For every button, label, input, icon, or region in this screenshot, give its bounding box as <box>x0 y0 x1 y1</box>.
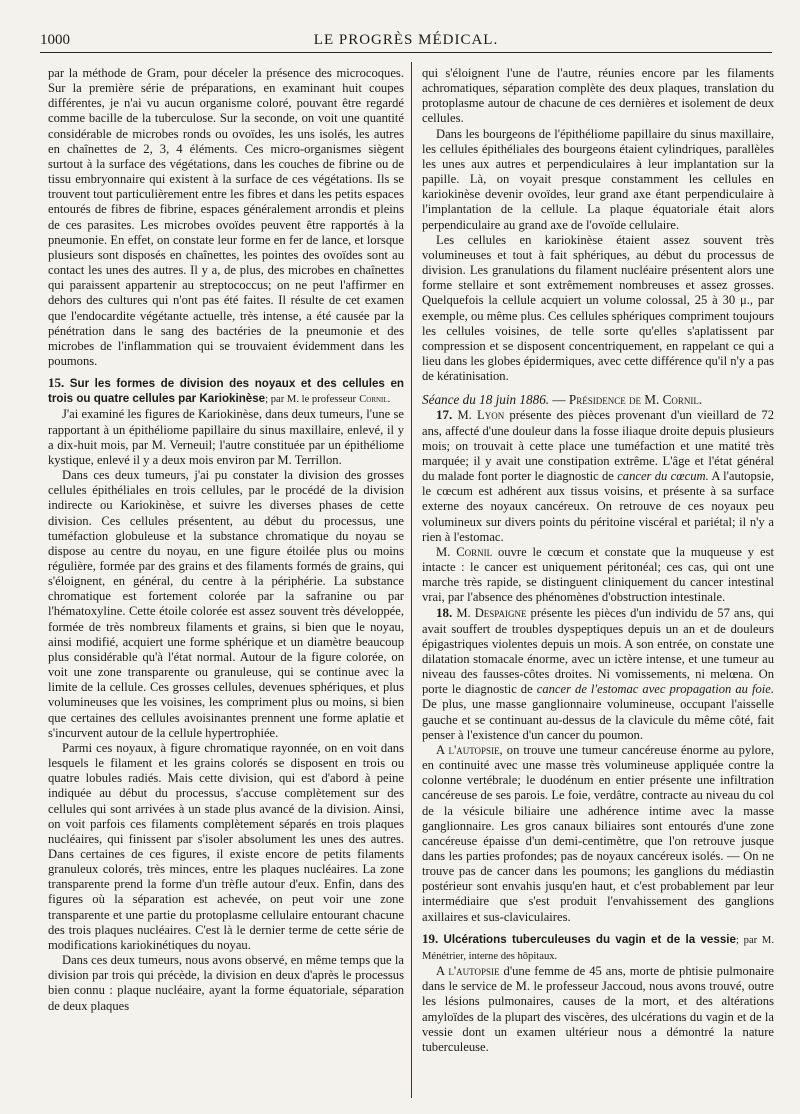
case-text: d'une femme de 45 ans, morte de phtisie pulmonaire dans le service de M. le professeur Jaccoud, nous avons trouvé, outre les lésions pulmonaires, causes de la mort, et des altérations amyloïdes de la plupart des viscères, des ulcérations du vagin et de la vessie dont un examen ultérieur nous a démontré la nature tuberculeuse. <box>422 964 774 1054</box>
session-heading <box>422 392 774 407</box>
case-author: M. Despaigne <box>456 606 527 621</box>
column-divider <box>411 62 412 1098</box>
autopsy-label: A l'autopsie <box>436 964 500 979</box>
paragraph: qui s'éloignent l'une de l'autre, réunies encore par les filaments achromatiques, séparation complète des deux plaques, translation du protoplasme autour de chacune de ces dernières et isolement de deux cellules. <box>422 66 774 126</box>
paragraph-text: ouvre le cœcum et constate que la muqueuse y est intacte : le cancer est uniquement péritonéal; ces cas, qui ont une marche très rapide, se distinguent cliniquement du cancer intestinal vrai, par l'absence des phénomènes d'obstruction intestinale. <box>422 544 774 605</box>
autopsy-paragraph <box>422 743 774 925</box>
case-text: présente les pièces d'un individu de 57 ans, qui avait souffert de troubles dyspeptiques depuis un an et de douleurs épigastriques violentes depuis un mois. A son entrée, on constate une dilatation stomacale énorme, avec un ictère intense, et une tumeur au niveau des fausses-côtes droites. Ni vomissements, ni melœna. On porte le diagnostic de <box>422 606 775 697</box>
case-text: A l'autopsie, le cœcum est adhérent aux tissus voisins, et présente à sa surface externe des noyaux cancéreux. On retrouve de ces noyaux peu volumineux sur divers points du péritoine viscéral et pariétal; il n'y a rien à l'estomac. <box>422 469 774 544</box>
section-number: 19. <box>422 930 439 946</box>
paragraph-cornil <box>422 545 774 606</box>
case-text: présente des pièces provenant d'un vieillard de 72 ans, affecté d'une douleur dans la fosse iliaque droite depuis plusieurs mois; on trouvait à cette place une tuméfaction et une matité très marquée; il y avait une constipation extrême. L'âge et l'état général du malade font porter le diagnostic de <box>422 408 774 484</box>
running-title: LE PROGRÈS MÉDICAL. <box>313 32 499 48</box>
case-19 <box>422 964 774 1055</box>
case-author: M. Lyon <box>457 408 505 423</box>
case-18 <box>422 605 774 742</box>
speaker: M. Cornil <box>436 544 493 559</box>
session-date: Séance du 18 juin 1886. <box>422 392 550 408</box>
paragraph: J'ai examiné les figures de Kariokinèse, dans deux tumeurs, l'une se rapportant à un épithéliome papillaire du sinus maxillaire, enlevé, il y a dix-huit mois, par M. Verneuil; l'autre constituée par un épithéliome kystique, enlevé il y a deux mois environ par M. Terrillon. <box>48 407 404 467</box>
section-byline: ; par M. le professeur <box>265 394 357 406</box>
case-text: De plus, une masse ganglionnaire volumineuse, occupant l'aisselle gauche et se continuant au-dessus de la clavicule du même côté, fait penser à l'existence d'un cancer du poumon. <box>422 697 774 742</box>
paragraph: Parmi ces noyaux, à figure chromatique rayonnée, on en voit dans lesquels le filament et les grains colorés se disposent en trois ou quatre lobules radiés. Mais cette division, qui est d'abord à peine indiquée au début du processus, s'accuse complètement sur des cellules qui sont arrivées à un stade plus avancé de la division. Ainsi, on voit parfois ces filaments complètement séparés en trois plaques nucléaires, qui finissent par s'isoler absolument les unes des autres. Dans certaines de ces figures, il existe encore de petits filaments granuleux colorés, très minces, entre les plaques nucléaires. La zone transparente prend la forme d'un trèfle autour d'eux. Enfin, dans des figures où la séparation est achevée, on peut voir une zone transparente et une partie du protoplasme cellulaire entourant chacune des trois plaques nucléaires. C'est là le dernier terme de cette série de modifications kariokinétiques du noyau. <box>48 740 404 952</box>
section-heading-15 <box>48 375 404 407</box>
section-byline: ; par M. Ménétrier, interne des hôpitaux. <box>422 934 774 962</box>
page-header <box>40 30 772 53</box>
section-number: 18. <box>436 605 453 621</box>
paragraph: Dans les bourgeons de l'épithéliome papillaire du sinus maxillaire, les cellules épithéliales des bourgeons étaient cylindriques, parallèles les unes aux autres et perpendiculaires à leur implantation sur la papille. Là, on voyait presque constamment les cellules en kariokinèse devenir ovoïdes, leur grand axe étant perpendiculaire à l'implantation de la cellule. La plaque équatoriale était alors perpendiculaire au grand axe de l'ovoïde cellulaire. <box>422 126 774 232</box>
section-heading-19 <box>422 931 774 964</box>
paragraph: Dans ces deux tumeurs, j'ai pu constater la division des grosses cellules épithéliales en trois cellules, par le procédé de la division indirecte ou Kariokinèse, et suivre les diverses phases de cette division. Ces cellules présentent, au début du processus, une tuméfaction globuleuse et la substance chromatique du noyau se dispose au centre du noyau, en une figure étoilée plus ou moins régulière, formée par des grains et des filaments formés de grains, qui s'éloignent, en général, du centre à la périphérie. La substance chromatique est fortement colorée par la safranine ou par l'hématoxyline. Cette étoile colorée est assez souvent très développée, formée de très nombreux filaments et grains, si bien que le noyau, ainsi modifié, acquiert une forme sphérique et un diamètre beaucoup plus considérable qu'à l'état normal. Autour de la figure colorée, on voit une zone transparente ou granuleuse, qui se continue avec la limite de la cellule. Ces grosses cellules, devenues sphériques, et plus volumineuses que les voisines, les compriment plus ou moins, si bien que certaines des cellules avoisinantes prennent une forme aplatie et s'incurvent autour de la cellule hypertrophiée. <box>48 468 404 740</box>
section-title: Ulcérations tuberculeuses du vagin et de la vessie <box>443 932 736 946</box>
section-number: 17. <box>436 407 453 423</box>
section-author: Cornil. <box>359 394 391 406</box>
diagnosis: cancer du cœcum. <box>617 469 709 484</box>
section-number: 15. <box>48 375 65 391</box>
right-column <box>422 66 774 1055</box>
paragraph: Les cellules en kariokinèse étaient assez souvent très volumineuses et tout à fait sphériques, au début du processus de division. Les granulations du filament nucléaire présentent alors une forme stellaire et sont extrêmement nombreuses et assez grosses. Quelquefois la cellule acquiert un volume colossal, 25 à 30 μ., par exemple, ou même plus. Ces cellules sphériques compriment toujours les cellules voisines, de telle sorte qu'elles s'aplatissent par compression et se disposent concentriquement, en rappelant ce qui a lieu dans les globes épidermiques, avec cette différence qu'il n'y a pas de kératinisation. <box>422 232 774 384</box>
paragraph: par la méthode de Gram, pour déceler la présence des microcoques. Sur la première série de préparations, en examinant huit coupes différentes, je n'ai vu aucun organisme coloré, pouvant être regardé comme bacille de la tuberculose. Sur la seconde, on voit une quantité considérable de microbes ronds ou ovoïdes, les uns isolés, les autres en chaînettes de 2, 3, 4 éléments. Ces micro-organismes siègent surtout à la surface des végétations, dans les couches de fibrine ou de tissu embryonnaire qui existent à la surface de ces végétations. Ils se trouvent tout particulièrement entre les fibres et dans les petits espaces entourés de fibres de fibrine, espaces généralement arrondis et pleins de ces parasites. Les microbes ovoïdes peuvent être rapportés à la pneumonie. En effet, on constate leur forme en fer de lance, et lorsque plusieurs sont disposés en chaînettes, les pointes des ovoïdes sont au contact les unes des autres. Il y a, de plus, des microbes en chaînettes qui paraissent appartenir au streptococcus; on ne peut l'affirmer en dehors des cultures qui n'ont pas été faites. Il résulte de cet examen que l'endocardite végétante actuelle, très intense, a été causée par la pénétration dans le sang des bactéries de la pneumonie et des microbes de l'inflammation qui se trouvaient évidemment dans les poumons. <box>48 66 404 368</box>
section-title: Sur les formes de division des noyaux et des cellules en trois ou quatre cellules par Kariokinèse <box>48 377 404 406</box>
paragraph: Dans ces deux tumeurs, nous avons observé, en même temps que la division par trois qui précède, la division en deux d'après le processus bien connu : plaque nucléaire, ayant la forme équatoriale, séparation de deux plaques <box>48 953 404 1013</box>
diagnosis: cancer de l'estomac avec propagation au foie. <box>536 682 774 697</box>
case-17 <box>422 407 774 544</box>
session-presidency: — Présidence de M. Cornil. <box>552 392 703 408</box>
autopsy-text: on trouve une tumeur cancéreuse énorme au pylore, en continuité avec une masse très volumineuse appliquée contre la colonne vertébrale; le duodénum en entier présente une infiltration cancéreuse de ses parois. Le foie, verdâtre, contracte au niveau du col de la vésicule biliaire une adhérence intime avec la masse ganglionnaire. Les gros canaux biliaires sont entourés d'une zone cancéreuse épaisse d'un demi-centimètre, que l'on retrouve jusque dans les parties profondes; pas de noyaux cancéreux isolés. — On ne trouve pas de cancer dans les poumons; les ganglions du médiastin postérieur sont envahis jusqu'en haut, et c'est probablement par leur intermédiaire que s'est produit l'envahissement des ganglions axillaires et sus-claviculaires. <box>422 742 774 924</box>
left-column <box>48 66 404 1014</box>
autopsy-label: A l'autopsie, <box>436 742 503 757</box>
page-number: 1000 <box>40 32 70 48</box>
